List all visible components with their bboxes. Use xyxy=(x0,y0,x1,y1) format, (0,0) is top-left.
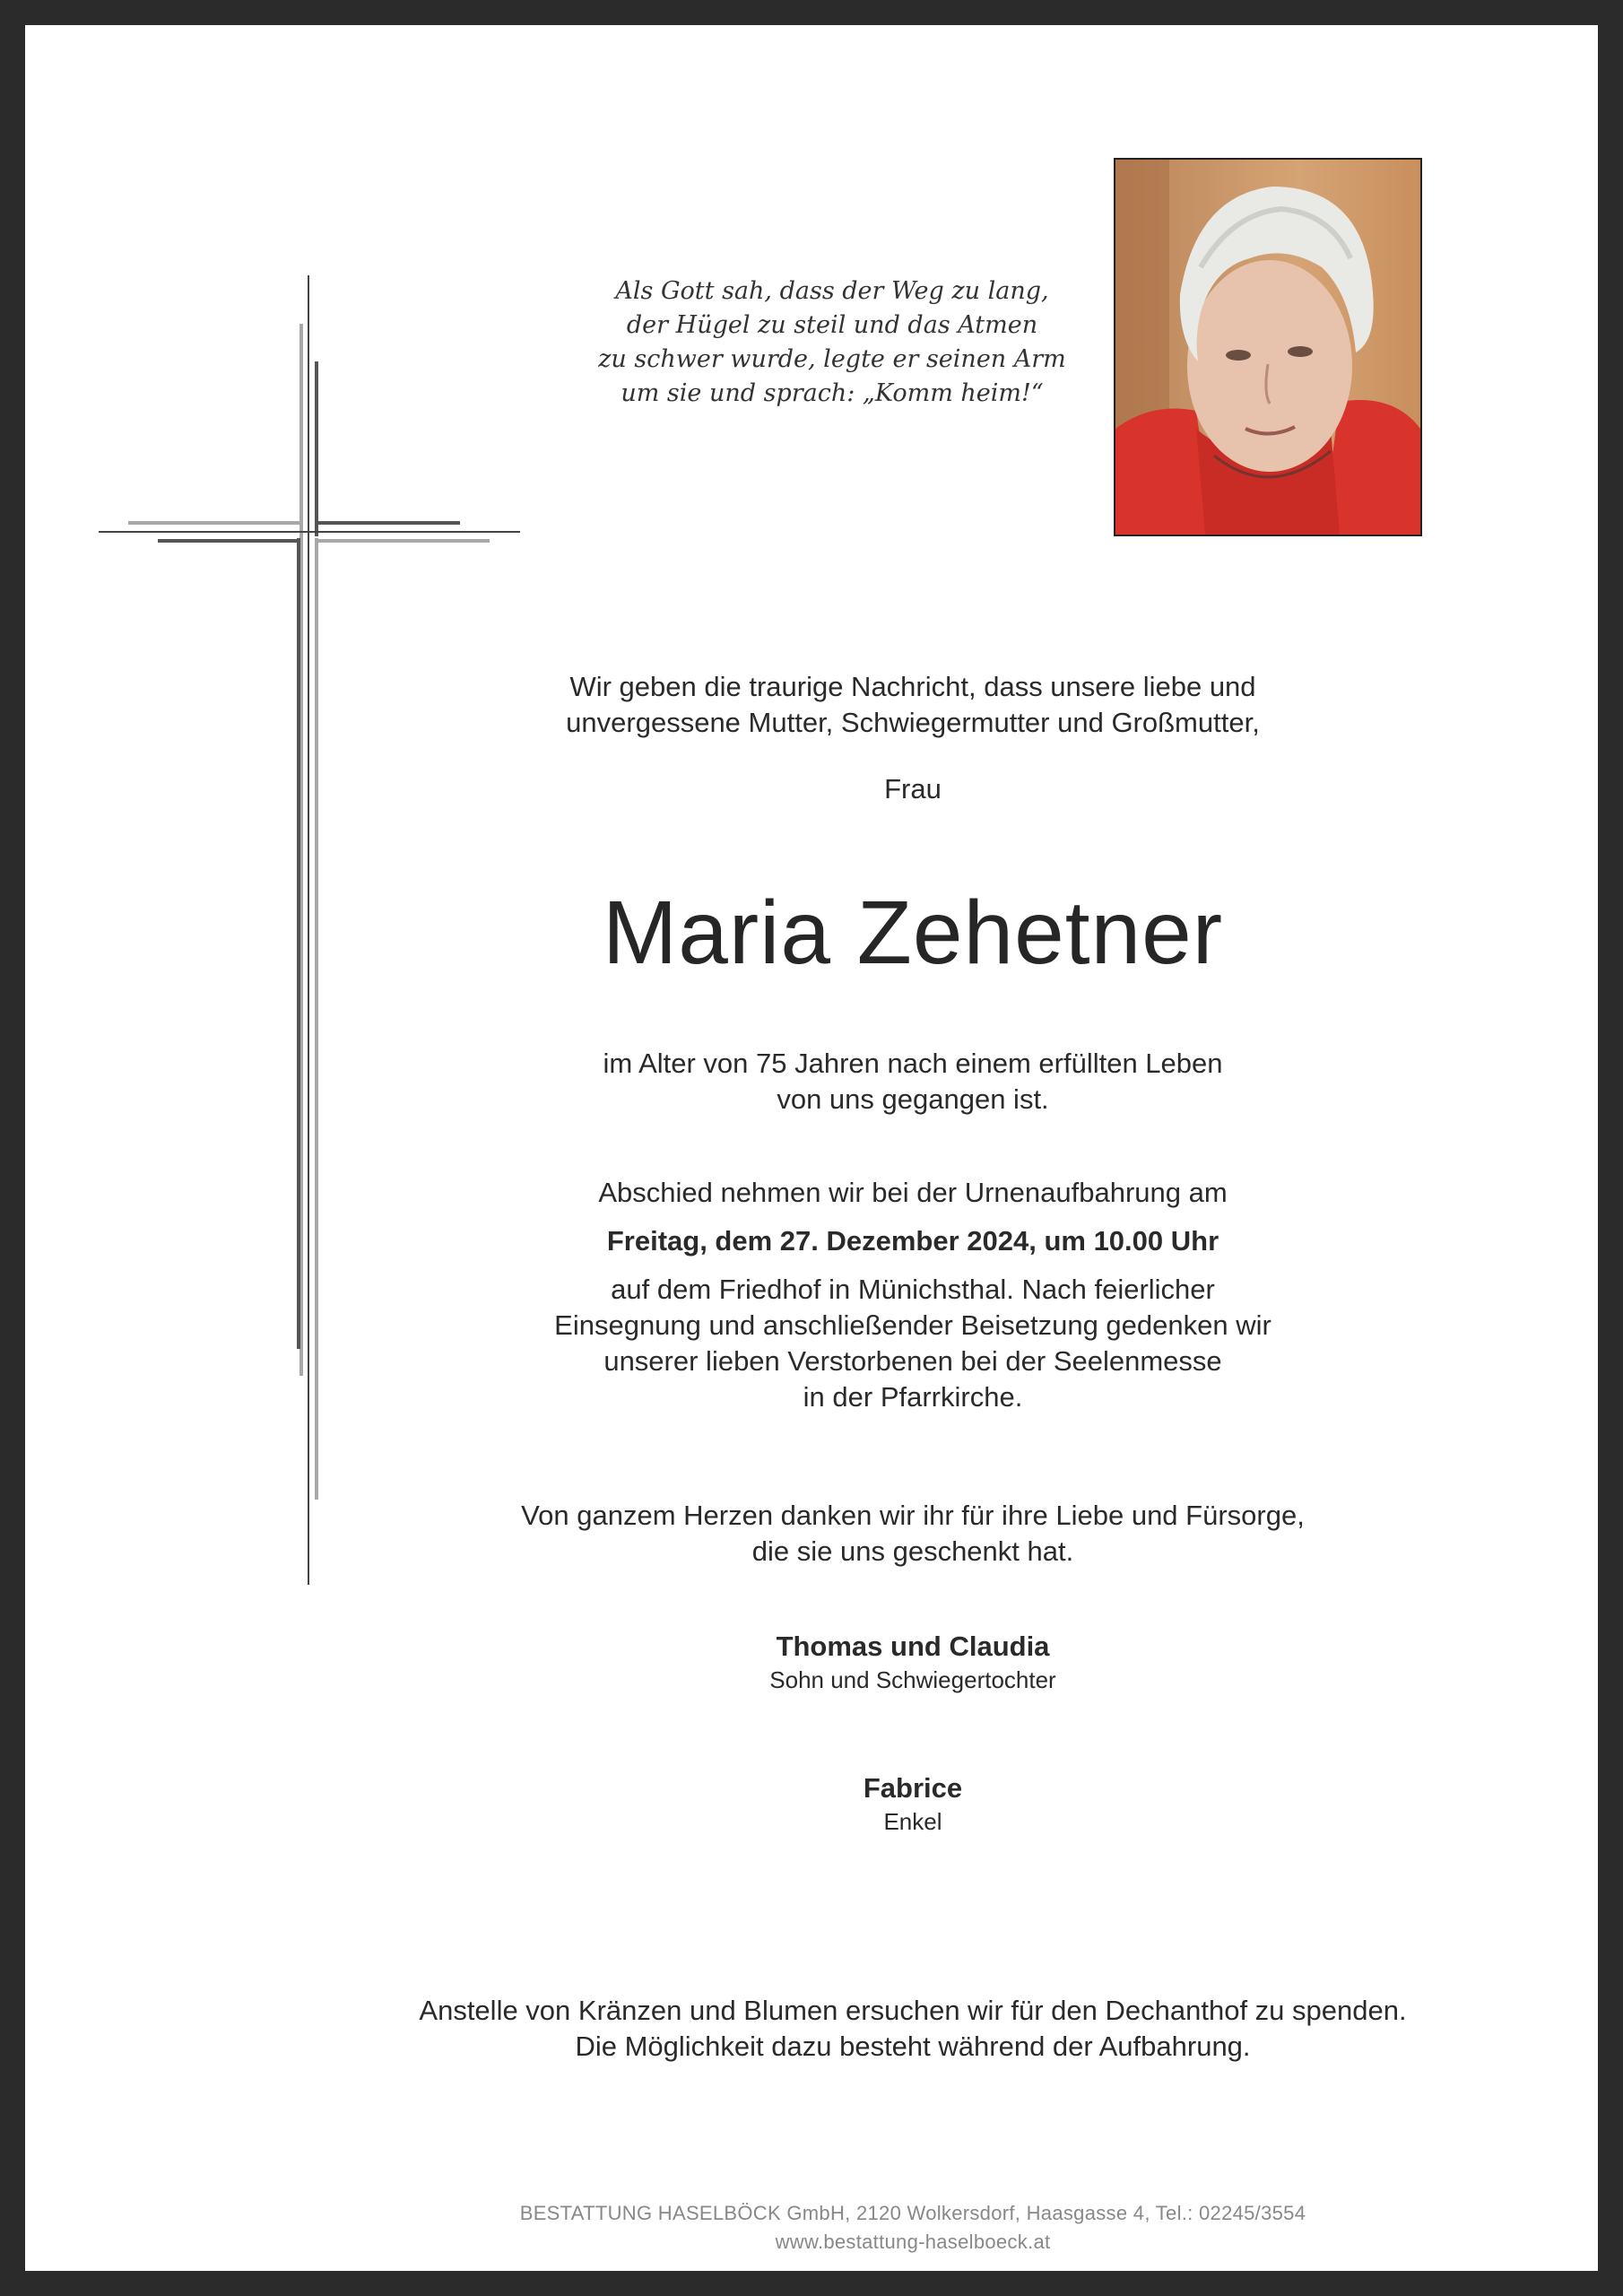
salutation: Frau xyxy=(884,773,942,804)
donation-line: Anstelle von Kränzen und Blumen ersuchen wir für den Dechanthof zu spenden. xyxy=(419,1995,1407,2026)
poem xyxy=(581,274,1083,411)
age-line: von uns gegangen ist. xyxy=(777,1083,1049,1115)
age-text xyxy=(294,1046,1532,1118)
footer-website[interactable]: www.bestattung-haselboeck.at xyxy=(775,2231,1051,2253)
intro-line: Wir geben die traurige Nachricht, dass unsere liebe und xyxy=(569,671,1256,702)
poem-line: zu schwer wurde, legte er seinen Arm xyxy=(598,345,1066,373)
cross-horizontal-dark-long xyxy=(99,531,520,533)
mourner-relation: Enkel xyxy=(883,1808,942,1835)
details-line: in der Pfarrkirche. xyxy=(803,1381,1023,1413)
thanks-text xyxy=(294,1498,1532,1570)
age-line: im Alter von 75 Jahren nach einem erfüllten Leben xyxy=(603,1048,1223,1079)
cross-horizontal-dark-lower xyxy=(158,539,297,543)
poem-line: der Hügel zu steil und das Atmen xyxy=(626,311,1038,339)
intro-text xyxy=(294,669,1532,741)
mourner-entry xyxy=(294,1770,1532,1837)
farewell-date: Freitag, dem 27. Dezember 2024, um 10.00 Uhr xyxy=(606,1225,1219,1257)
details-line: Einsegnung und anschließender Beisetzung gedenken wir xyxy=(554,1309,1271,1341)
cross-horizontal-dark-upper xyxy=(318,521,460,525)
poem-line: Als Gott sah, dass der Weg zu lang, xyxy=(615,277,1049,305)
cross-horizontal-grey-lower xyxy=(318,539,490,543)
farewell-details xyxy=(294,1272,1532,1415)
obituary-card xyxy=(25,25,1598,2271)
donation-text xyxy=(294,1993,1532,2065)
cross-horizontal-grey-upper xyxy=(128,521,300,525)
mourner-name: Fabrice xyxy=(863,1772,963,1804)
thanks-line: Von ganzem Herzen danken wir ihr für ihre Liebe und Fürsorge, xyxy=(521,1500,1305,1531)
poem-line: um sie und sprach: „Komm heim!“ xyxy=(621,379,1044,407)
footer-company: BESTATTUNG HASELBÖCK GmbH, 2120 Wolkersdorf, Haasgasse 4, Tel.: 02245/3554 xyxy=(519,2202,1306,2224)
footer xyxy=(294,2199,1532,2257)
details-line: unserer lieben Verstorbenen bei der Seelenmesse xyxy=(603,1345,1222,1377)
intro-line: unvergessene Mutter, Schwiegermutter und Großmutter, xyxy=(566,707,1260,738)
donation-line: Die Möglichkeit dazu besteht während der Aufbahrung. xyxy=(575,2031,1251,2062)
portrait-illustration xyxy=(1115,160,1420,535)
thanks-line: die sie uns geschenkt hat. xyxy=(751,1535,1074,1567)
mourner-relation: Sohn und Schwiegertochter xyxy=(769,1666,1056,1693)
portrait-photo xyxy=(1114,158,1422,536)
mourner-name: Thomas und Claudia xyxy=(776,1631,1050,1662)
farewell-lead: Abschied nehmen wir bei der Urnenaufbahrung am xyxy=(598,1177,1228,1208)
cross-vertical-dark-right xyxy=(315,361,318,536)
mourner-entry xyxy=(294,1629,1532,1695)
deceased-name: Maria Zehetner xyxy=(602,883,1224,983)
details-line: auf dem Friedhof in Münichsthal. Nach feierlicher xyxy=(611,1274,1215,1305)
